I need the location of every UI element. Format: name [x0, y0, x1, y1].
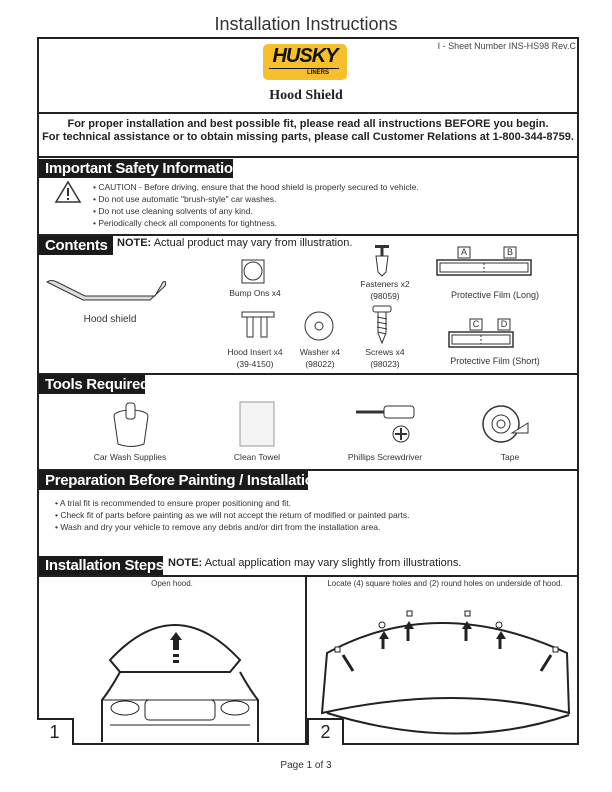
- logo-subtext: LINERS: [269, 68, 339, 77]
- car-wash-supplies-icon: [112, 402, 150, 448]
- contents-note: [117, 237, 352, 249]
- safety-item: • Periodically check all components for tightness.: [93, 217, 419, 229]
- note-label: NOTE:: [117, 237, 152, 249]
- step-caption: Locate (4) square holes and (2) round holes on underside of hood.: [327, 579, 563, 588]
- safety-heading: Important Safety Information: [39, 159, 233, 178]
- safety-item: • Do not use automatic "brush-style" car washes.: [93, 193, 419, 205]
- note-text: Actual application may vary slightly from illustrations.: [204, 557, 462, 569]
- hood-insert-icon: [241, 311, 275, 341]
- divider: [37, 112, 579, 114]
- husky-logo: [263, 44, 347, 80]
- step-number: 2: [307, 718, 344, 745]
- document-title: Installation Instructions: [214, 14, 398, 34]
- screws-part-number: (98023): [370, 359, 400, 369]
- step-caption: Open hood.: [151, 579, 193, 588]
- protective-film-long-icon: [436, 246, 532, 280]
- divider: [37, 156, 579, 158]
- screws-label: Screws x4: [365, 347, 405, 357]
- clean-towel-icon: [238, 400, 276, 448]
- washer-icon: [303, 310, 335, 342]
- screw-icon: [372, 305, 392, 345]
- film-letter-d: D: [500, 319, 508, 329]
- intro-line-1: For proper installation and best possible fit, please read all instructions BEFORE you begin.: [67, 118, 549, 130]
- hood-shield-label: Hood shield: [83, 314, 137, 325]
- prep-item: • A trial fit is recommended to ensure proper positioning and fit.: [55, 497, 410, 509]
- hood-insert-part-number: (39-4150): [236, 359, 274, 369]
- film-letter-b: B: [506, 247, 513, 257]
- film-short-label: Protective Film (Short): [450, 356, 540, 366]
- bump-on-icon: [241, 259, 265, 285]
- bump-ons-label: Bump Ons x4: [229, 288, 281, 298]
- tool-label: Phillips Screwdriver: [347, 452, 423, 462]
- hood-underside-illustration: [307, 603, 577, 743]
- contents-heading: Contents: [39, 236, 113, 255]
- note-text: Actual product may vary from illustration.: [153, 237, 353, 249]
- divider: [37, 575, 579, 577]
- safety-item: • CAUTION - Before driving, ensure that the hood shield is properly secured to vehicle.: [93, 181, 419, 193]
- product-name: Hood Shield: [269, 88, 343, 103]
- page-number: Page 1 of 3: [280, 760, 332, 771]
- steps-note: [168, 557, 461, 569]
- tool-label: Clean Towel: [233, 452, 281, 462]
- prep-item: • Wash and dry your vehicle to remove any debris and/or dirt from the installation area.: [55, 521, 410, 533]
- hood-insert-label: Hood Insert x4: [227, 347, 283, 357]
- logo-text: HUSKY: [272, 45, 338, 67]
- phillips-screwdriver-icon: [354, 404, 418, 444]
- note-label: NOTE:: [168, 557, 203, 569]
- film-letter-c: C: [472, 319, 480, 329]
- tape-icon: [482, 403, 530, 445]
- steps-heading: Installation Steps: [39, 556, 163, 575]
- fasteners-label: Fasteners x2: [360, 279, 410, 289]
- safety-item: • Do not use cleaning solvents of any kind.: [93, 205, 419, 217]
- prep-list: [55, 497, 410, 533]
- fasteners-part-number: (98059): [370, 291, 400, 301]
- tool-label: Tape: [500, 452, 520, 462]
- warning-icon: [54, 180, 82, 204]
- sheet-number: I - Sheet Number INS-HS98 Rev.C: [437, 41, 576, 51]
- film-letter-a: A: [460, 247, 467, 257]
- divider: [37, 234, 579, 236]
- fastener-icon: [372, 244, 392, 278]
- washer-part-number: (98022): [305, 359, 335, 369]
- safety-list: [93, 181, 419, 229]
- washer-label: Washer x4: [299, 347, 341, 357]
- film-long-label: Protective Film (Long): [450, 290, 540, 300]
- step-number: 1: [37, 718, 74, 745]
- car-open-hood-illustration: [90, 600, 270, 742]
- prep-heading: Preparation Before Painting / Installation: [39, 471, 308, 490]
- intro-line-2: For technical assistance or to obtain missing parts, please call Customer Relations at 1-800-344-8759.: [42, 131, 574, 143]
- tool-label: Car Wash Supplies: [93, 452, 167, 462]
- hood-shield-illustration: [45, 278, 167, 302]
- prep-item: • Check fit of parts before painting as we will not accept the return of modified or painted parts.: [55, 509, 410, 521]
- tools-heading: Tools Required: [39, 375, 145, 394]
